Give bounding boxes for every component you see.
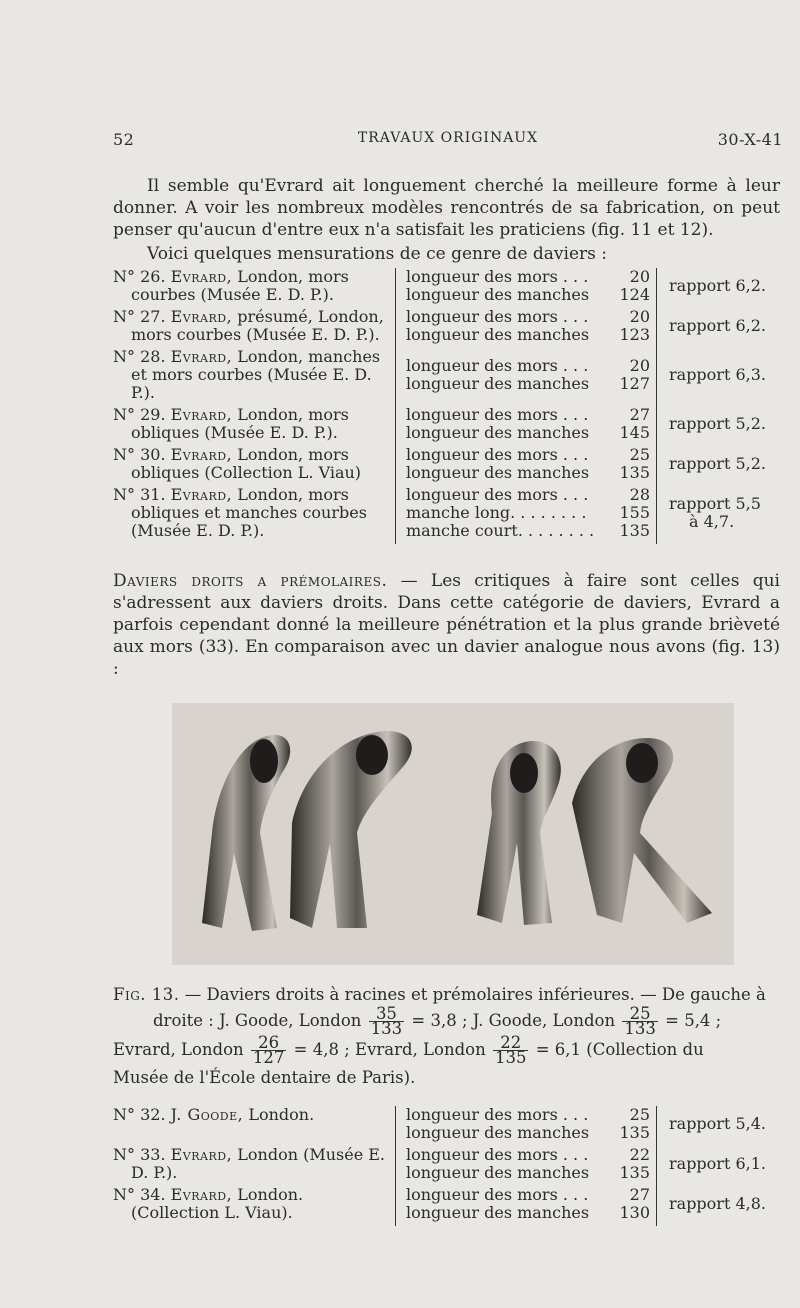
measure-cell: longueur des mors . . . 20 longueur des manches 124 <box>396 268 657 308</box>
measure-cell: longueur des mors . . . 22 longueur des manches 135 <box>396 1146 657 1186</box>
measurements-table-straight <box>113 1106 783 1226</box>
measure-cell: longueur des mors . . . 25 longueur des manches 135 <box>396 1106 657 1146</box>
measure-cell: longueur des mors . . . 28 manche long. . . . . . . . 155 manche court. . . . . . . . 135 <box>396 486 657 544</box>
ratio-cell: rapport 5,2. <box>669 414 766 433</box>
entry-description: N° 29. Evrard, London, mors obliques (Musée E. D. P.). <box>113 405 349 442</box>
measure-cell: longueur des mors . . . 20 longueur des manches 127 <box>396 348 657 406</box>
measurements-table-curved <box>113 268 783 544</box>
ratio-cell: rapport 4,8. <box>669 1194 766 1213</box>
measure-cell: longueur des mors . . . 27 longueur des manches 145 <box>396 406 657 446</box>
fraction: $\frac{25}{133}$ <box>624 1004 656 1038</box>
paragraph-intro: Il semble qu'Evrard ait longuement cherché la meilleure forme à leur donner. A voir les nombreux modèles rencontrés de sa fabrication, on peut penser qu'aucun d'entre eux n'a satisfait les praticiens (fig. 11 et 12). <box>113 176 780 240</box>
table-row <box>113 406 783 446</box>
table-row <box>113 446 783 486</box>
entry-description: N° 33. Evrard, London (Musée E. D. P.). <box>113 1145 386 1182</box>
entry-description: N° 27. Evrard, présumé, London, mors courbes (Musée E. D. P.). <box>113 307 384 344</box>
measure-cell: longueur des mors . . . 25 longueur des manches 135 <box>396 446 657 486</box>
fraction: $\frac{26}{127}$ <box>252 1033 285 1067</box>
entry-description: N° 30. Evrard, London, mors obliques (Collection L. Viau) <box>113 445 362 482</box>
ratio-cell: rapport 6,2. <box>669 316 766 335</box>
table-row <box>113 486 783 544</box>
table-row <box>113 1146 783 1186</box>
figure-caption: Fig. 13. — Daviers droits à racines et prémolaires inférieures. — De gauche à droite : J. Goode, London $\frac{35}{133}$ = 3,8 ; J. Goode, London $\frac{25}{133}$ = 5,4 ; Evrard, London $\frac{26}{127}$ = 4,8 ; Evrard, London $\frac{22}{135}$ = 6,1 (Collection du Musée de l'École dentaire de Paris). <box>113 985 766 1087</box>
measure-cell: longueur des mors . . . 20 longueur des manches 123 <box>396 308 657 348</box>
forceps-photograph <box>172 703 734 965</box>
table-row <box>113 1186 783 1226</box>
section-heading: Daviers droits a prémolaires. <box>113 571 388 591</box>
table-row <box>113 348 783 406</box>
ratio-cell: rapport 5,4. <box>669 1114 766 1133</box>
ratio-cell: rapport 5,2. <box>669 454 766 473</box>
fraction: $\frac{35}{133}$ <box>370 1004 403 1038</box>
entry-description: N° 32. J. Goode, London. <box>113 1105 315 1124</box>
ratio-cell: rapport 6,1. <box>669 1154 766 1173</box>
fraction: $\frac{22}{135}$ <box>494 1033 527 1067</box>
table-row <box>113 1106 783 1146</box>
table-row <box>113 308 783 348</box>
measure-cell: longueur des mors . . . 27 longueur des manches 130 <box>396 1186 657 1226</box>
paragraph-premolars: Daviers droits a prémolaires. — Les critiques à faire sont celles qui s'adressent aux daviers droits. Dans cette catégorie de daviers, Evrard a parfois cependant donné la meilleure pénétration et la plus grande brièveté aux mors (33). En comparaison avec un davier analogue nous avons (fig. 13) : <box>113 571 780 679</box>
paragraph-measurements-intro: Voici quelques mensurations de ce genre de daviers : <box>147 244 608 264</box>
page-number: 52 <box>113 130 135 149</box>
entry-description: N° 34. Evrard, London. (Collection L. Viau). <box>113 1185 304 1222</box>
ratio-cell: rapport 5,5 à 4,7. <box>669 494 761 531</box>
entry-description: N° 31. Evrard, London, mors obliques et manches courbes (Musée E. D. P.). <box>113 485 367 540</box>
issue-date: 30-X-41 <box>717 130 783 149</box>
table-row <box>113 268 783 308</box>
entry-description: N° 28. Evrard, London, manches et mors courbes (Musée E. D. P.). <box>113 347 381 402</box>
journal-section-title: TRAVAUX ORIGINAUX <box>357 130 539 146</box>
ratio-cell: rapport 6,3. <box>669 365 766 384</box>
ratio-cell: rapport 6,2. <box>669 276 766 295</box>
figure-label: Fig. 13. <box>113 985 180 1004</box>
entry-description: N° 26. Evrard, London, mors courbes (Musée E. D. P.). <box>113 267 349 304</box>
